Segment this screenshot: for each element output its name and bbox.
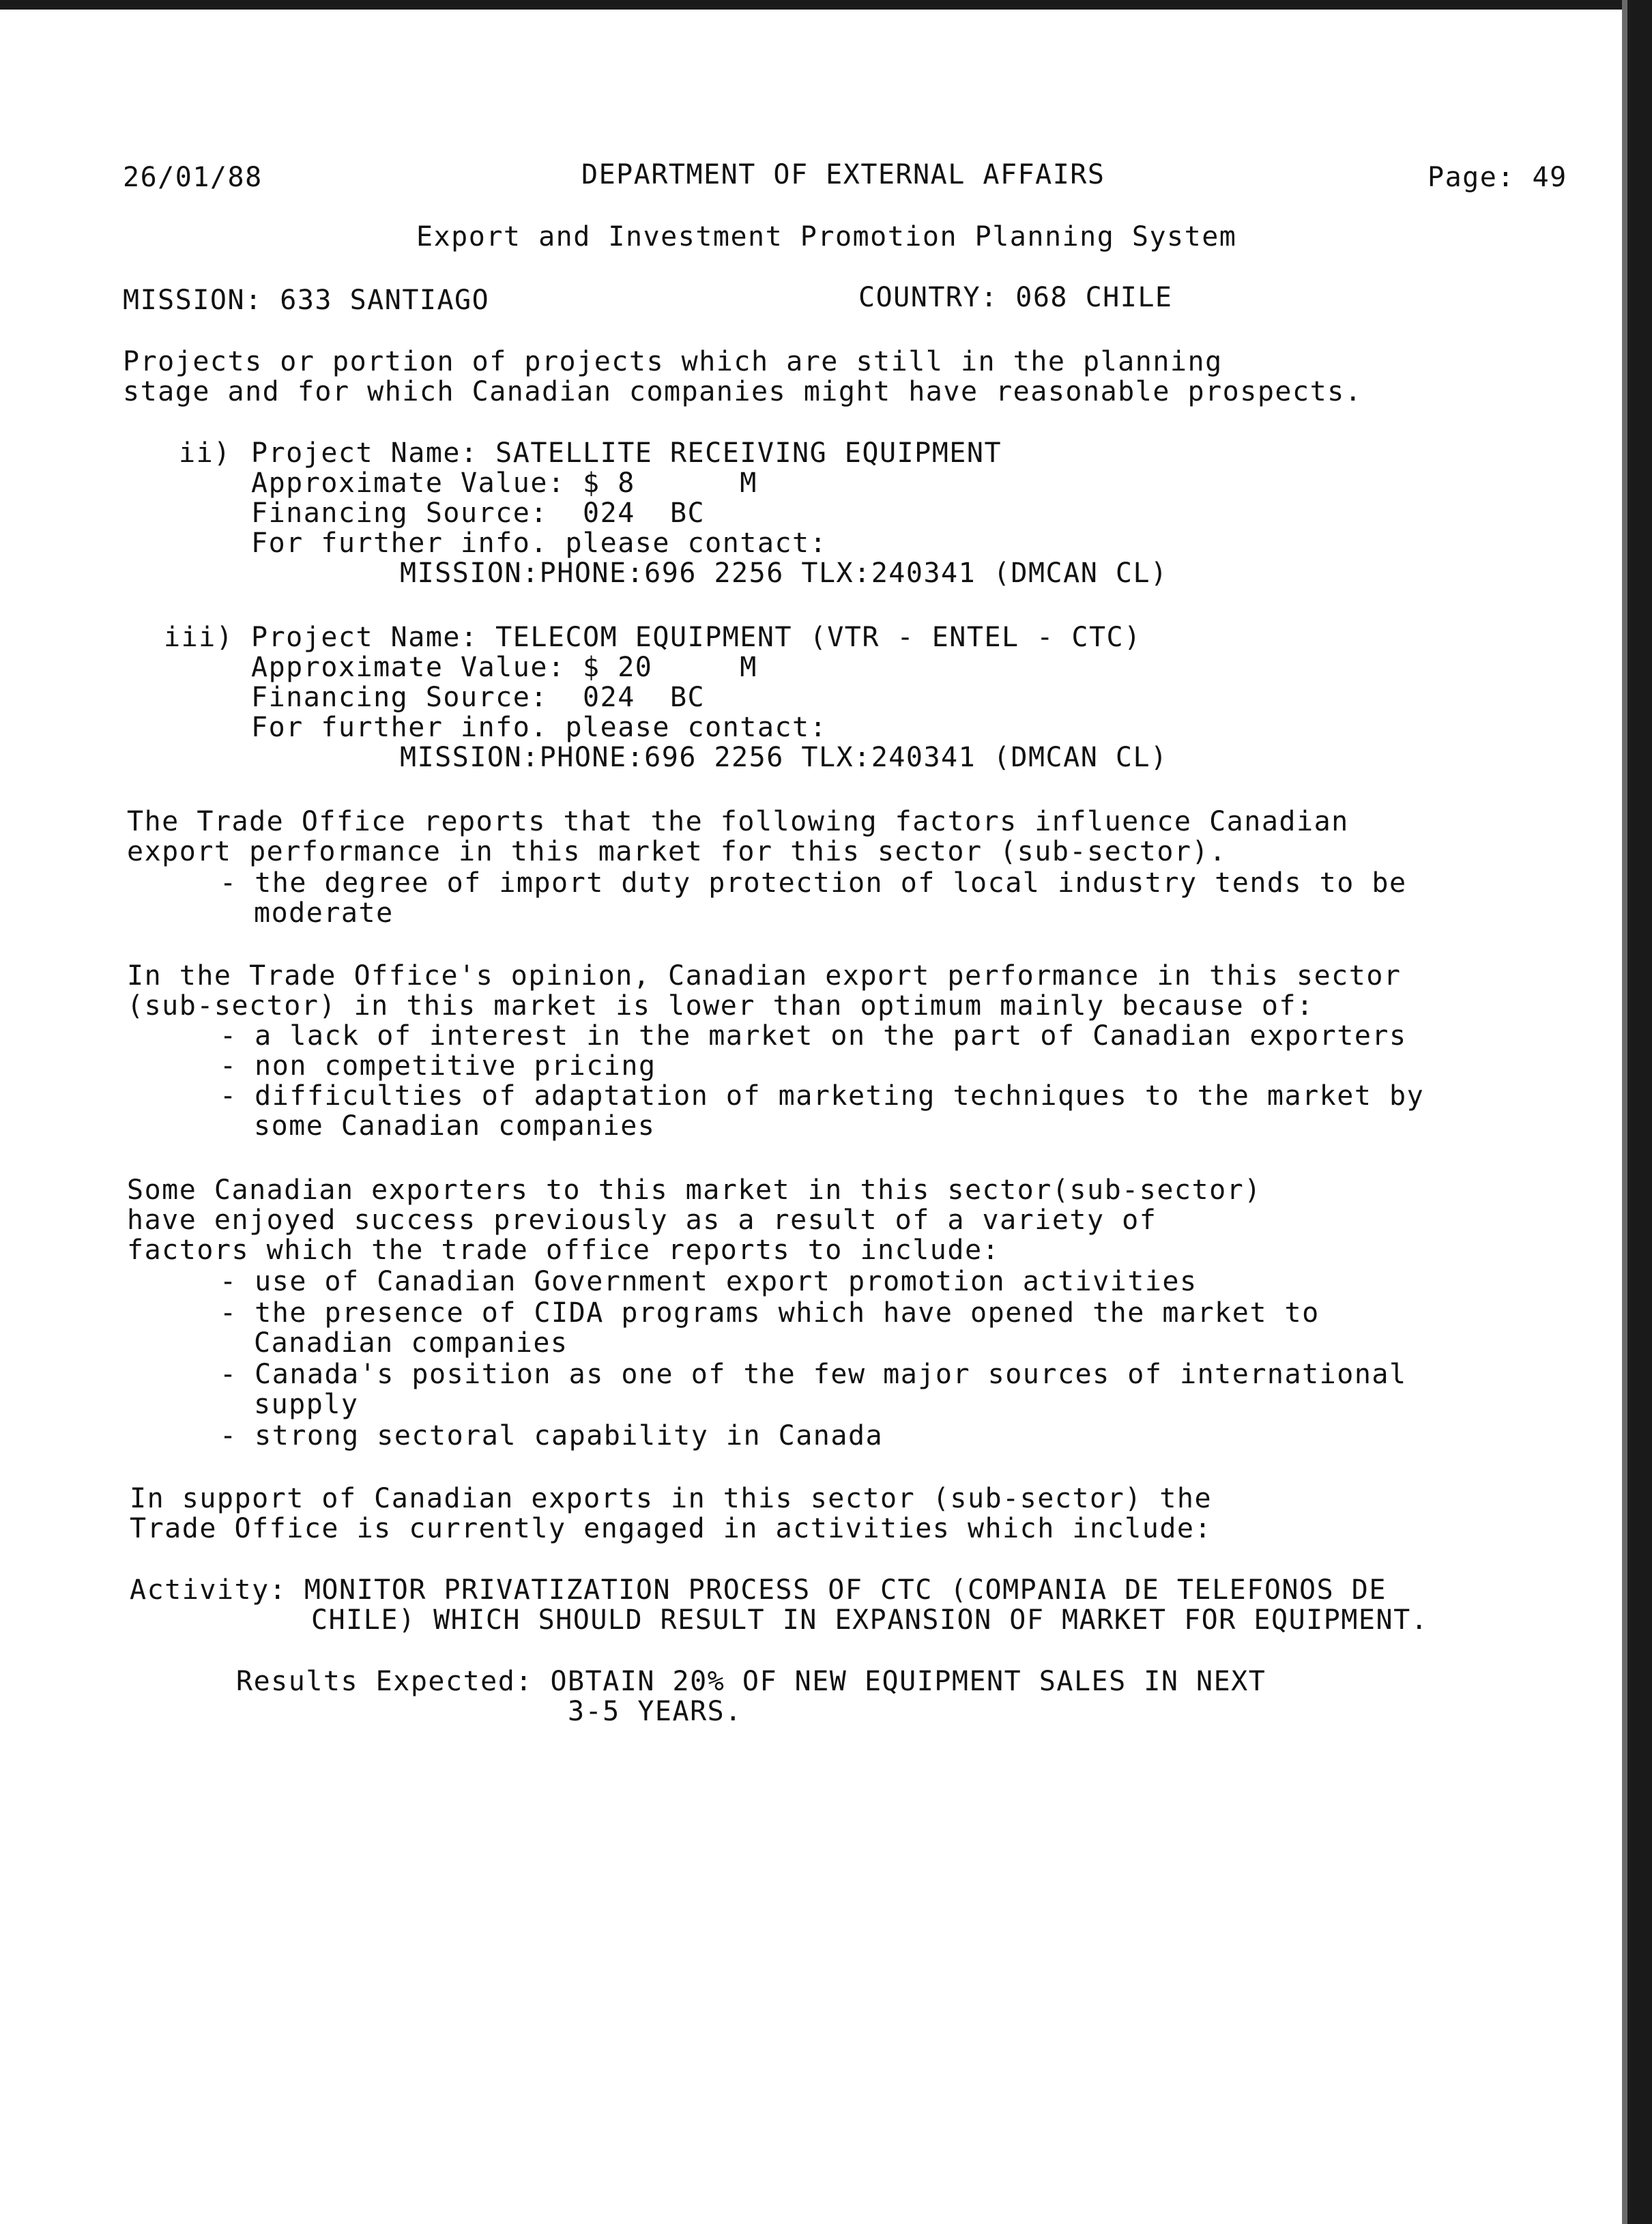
scan-edge-right-shadow [1622,0,1627,2224]
project-value: Approximate Value: $ 8 M [251,467,757,499]
success-bullet: - strong sectoral capability in Canada [220,1420,884,1452]
success-bullet-cont: Canadian companies [254,1327,568,1359]
success-bullet: - use of Canadian Government export promotion activities [220,1266,1198,1297]
project-contact-label: For further info. please contact: [251,712,828,743]
factors-bullet-cont: moderate [254,897,394,929]
opinion-bullet: - a lack of interest in the market on the part of Canadian exporters [220,1020,1407,1052]
project-numeral: ii) [179,437,231,469]
project-name: Project Name: SATELLITE RECEIVING EQUIPMENT [251,437,1002,469]
success-bullet: - Canada's position as one of the few major sources of international [220,1359,1407,1390]
opinion-line-2: (sub-sector) in this market is lower than optimum mainly because of: [127,990,1314,1022]
scan-edge-top [0,0,1652,10]
support-line-2: Trade Office is currently engaged in activities which include: [130,1513,1213,1544]
success-bullet-cont: supply [254,1389,359,1420]
intro-line-2: stage and for which Canadian companies might have reasonable prospects. [123,376,1363,407]
factors-line-1: The Trade Office reports that the following factors influence Canadian [127,806,1349,837]
project-numeral: iii) [164,622,234,653]
success-line-2: have enjoyed success previously as a result of a variety of [127,1204,1157,1236]
project-financing: Financing Source: 024 BC [251,682,706,713]
page-number: Page: 49 [1428,162,1567,193]
system-title: Export and Investment Promotion Planning System [416,221,1237,252]
project-mission-contact: MISSION:PHONE:696 2256 TLX:240341 (DMCAN CL) [400,558,1168,589]
project-value: Approximate Value: $ 20 M [251,652,757,683]
success-line-1: Some Canadian exporters to this market in this sector(sub-sector) [127,1174,1262,1206]
activity-line-1: Activity: MONITOR PRIVATIZATION PROCESS OF CTC (COMPANIA DE TELEFONOS DE [130,1574,1387,1606]
project-contact-label: For further info. please contact: [251,528,828,559]
project-financing: Financing Source: 024 BC [251,497,706,529]
scan-edge-right [1627,0,1652,2224]
success-line-3: factors which the trade office reports to include: [127,1234,1000,1266]
opinion-line-1: In the Trade Office's opinion, Canadian export performance in this sector [127,960,1402,992]
opinion-bullet: - difficulties of adaptation of marketing techniques to the market by [220,1080,1425,1112]
factors-bullet: - the degree of import duty protection of local industry tends to be [220,867,1407,899]
results-line-1: Results Expected: OBTAIN 20% OF NEW EQUIPMENT SALES IN NEXT [236,1666,1266,1697]
activity-line-2: CHILE) WHICH SHOULD RESULT IN EXPANSION OF MARKET FOR EQUIPMENT. [311,1604,1429,1636]
opinion-bullet-cont: some Canadian companies [254,1110,656,1142]
opinion-bullet: - non competitive pricing [220,1050,656,1082]
department-title: DEPARTMENT OF EXTERNAL AFFAIRS [581,159,1105,190]
report-date: 26/01/88 [123,162,263,193]
support-line-1: In support of Canadian exports in this sector (sub-sector) the [130,1483,1213,1514]
intro-line-1: Projects or portion of projects which are still in the planning [123,346,1223,377]
project-name: Project Name: TELECOM EQUIPMENT (VTR - ENTEL - CTC) [251,622,1142,653]
success-bullet: - the presence of CIDA programs which have opened the market to [220,1297,1320,1329]
factors-line-2: export performance in this market for this sector (sub-sector). [127,836,1227,867]
mission-label: MISSION: 633 SANTIAGO [123,285,490,316]
project-mission-contact: MISSION:PHONE:696 2256 TLX:240341 (DMCAN CL) [400,742,1168,773]
results-line-2: 3-5 YEARS. [568,1696,742,1727]
country-label: COUNTRY: 068 CHILE [858,282,1173,313]
